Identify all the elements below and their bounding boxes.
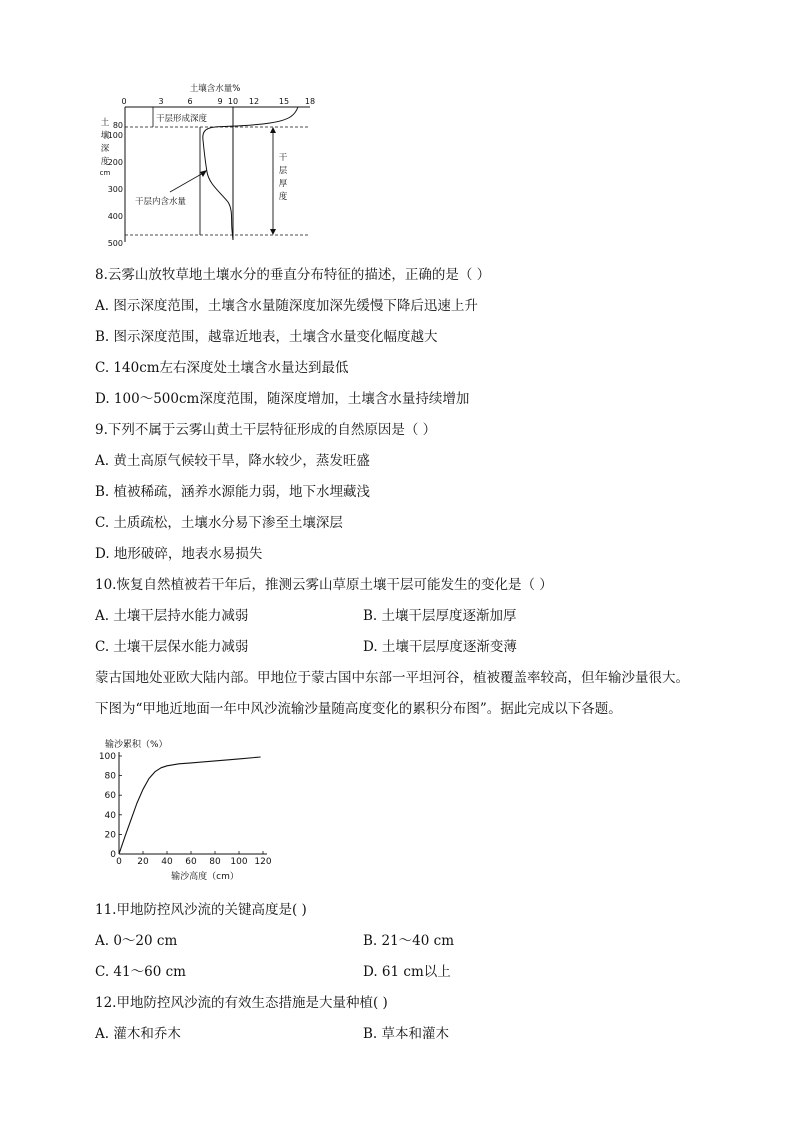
q9-option-a: A. 黄土高原气候较干旱，降水较少，蒸发旺盛 <box>95 453 370 469</box>
chart-ylabel: 输沙累积（%） <box>105 740 168 750</box>
q9-option-b: B. 植被稀疏，涵养水源能力弱，地下水埋藏浅 <box>95 484 371 500</box>
svg-text:500: 500 <box>107 239 123 248</box>
x-tick: 10 <box>227 97 239 106</box>
question-9-stem: 9.下列不属于云雾山黄土干层特征形成的自然原因是（ ） <box>95 422 437 438</box>
figure1-top-label: 土壤含水量% <box>189 84 241 94</box>
svg-text:度: 度 <box>100 157 110 167</box>
label-inner-water: 干层内含水量 <box>135 197 187 207</box>
figure1-y-ticks <box>108 121 123 248</box>
q10-option-d: D. 土壤干层厚度逐渐变薄 <box>363 639 517 655</box>
svg-text:cm: cm <box>99 169 111 177</box>
x-tick: 6 <box>187 97 193 106</box>
q10-option-a: A. 土壤干层持水能力减弱 <box>95 608 249 624</box>
x-tick: 3 <box>158 97 164 106</box>
q8-option-b: B. 图示深度范围，越靠近地表，土壤含水量变化幅度越大 <box>95 329 438 345</box>
y-tick-label: 20 <box>104 830 116 841</box>
q8-option-a: A. 图示深度范围，土壤含水量随深度加深先缓慢下降后迅速上升 <box>95 298 478 314</box>
q11-option-a: A. 0～20 cm <box>95 933 178 949</box>
q11-option-c: C. 41～60 cm <box>95 964 186 980</box>
sand-transport-chart <box>95 733 295 883</box>
svg-text:深: 深 <box>100 144 110 154</box>
soil-moisture-figure <box>95 80 335 250</box>
y-tick-label: 40 <box>104 810 116 821</box>
q12-option-a: A. 灌木和乔木 <box>95 1026 181 1042</box>
y-tick-label: 0 <box>110 850 116 860</box>
y-tick-label: 100 <box>98 752 116 762</box>
svg-text:400: 400 <box>107 212 123 221</box>
x-tick: 9 <box>217 97 223 106</box>
figure1-y-label <box>100 117 111 177</box>
svg-text:干: 干 <box>278 153 288 163</box>
x-tick: 0 <box>121 97 127 106</box>
series-line <box>119 757 261 854</box>
svg-text:200: 200 <box>107 158 123 167</box>
svg-text:土: 土 <box>100 118 110 128</box>
svg-text:80: 80 <box>112 121 123 130</box>
figure1-x-ticks <box>121 97 315 106</box>
svg-text:厚: 厚 <box>278 179 288 189</box>
x-tick: 15 <box>278 97 290 106</box>
intro-paragraph-1: 蒙古国地处亚欧大陆内部。甲地位于蒙古国中东部一平坦河谷，植被覆盖率较高，但年输沙量很大。 <box>95 670 689 686</box>
q9-option-c: C. 土质疏松，土壤水分易下渗至土壤深层 <box>95 515 343 531</box>
q10-option-b: B. 土壤干层厚度逐渐加厚 <box>363 608 517 624</box>
svg-text:层: 层 <box>278 166 288 176</box>
chart-xlabel: 输沙高度（cm） <box>171 872 239 882</box>
x-tick-label: 0 <box>116 857 122 867</box>
intro-paragraph-2: 下图为“甲地近地面一年中风沙流输沙量随高度变化的累积分布图”。据此完成以下各题。 <box>95 701 622 717</box>
x-tick: 18 <box>304 97 316 106</box>
x-tick-label: 40 <box>161 857 173 867</box>
x-tick-label: 120 <box>254 857 272 867</box>
q8-option-c: C. 140cm左右深度处土壤含水量达到最低 <box>95 360 349 376</box>
svg-text:300: 300 <box>107 185 123 194</box>
label-thickness <box>279 153 288 202</box>
svg-text:壤: 壤 <box>100 131 110 141</box>
q8-option-d: D. 100～500cm深度范围，随深度增加，土壤含水量持续增加 <box>95 391 470 407</box>
x-tick-label: 80 <box>209 857 221 867</box>
q9-option-d: D. 地形破碎，地表水易损失 <box>95 546 263 562</box>
svg-text:100: 100 <box>107 131 123 140</box>
x-tick-label: 60 <box>185 857 197 867</box>
question-10-stem: 10.恢复自然植被若干年后，推测云雾山草原土壤干层可能发生的变化是（ ） <box>95 577 553 593</box>
q12-option-b: B. 草本和灌木 <box>363 1026 450 1042</box>
x-tick-label: 100 <box>230 857 248 867</box>
x-tick: 12 <box>248 97 260 106</box>
x-tick-label: 20 <box>137 857 149 867</box>
label-dry-depth: 干层形成深度 <box>156 114 208 124</box>
q10-option-c: C. 土壤干层保水能力减弱 <box>95 639 249 655</box>
question-8-stem: 8.云雾山放牧草地土壤水分的垂直分布特征的描述，正确的是（ ） <box>95 267 491 283</box>
svg-text:度: 度 <box>278 192 288 202</box>
y-tick-label: 80 <box>104 771 116 782</box>
q11-option-d: D. 61 cm以上 <box>363 964 451 980</box>
y-tick-label: 60 <box>104 791 116 802</box>
question-11-stem: 11.甲地防控风沙流的关键高度是( ) <box>95 902 307 918</box>
question-12-stem: 12.甲地防控风沙流的有效生态措施是大量种植( ) <box>95 995 388 1011</box>
q11-option-b: B. 21～40 cm <box>363 933 455 949</box>
